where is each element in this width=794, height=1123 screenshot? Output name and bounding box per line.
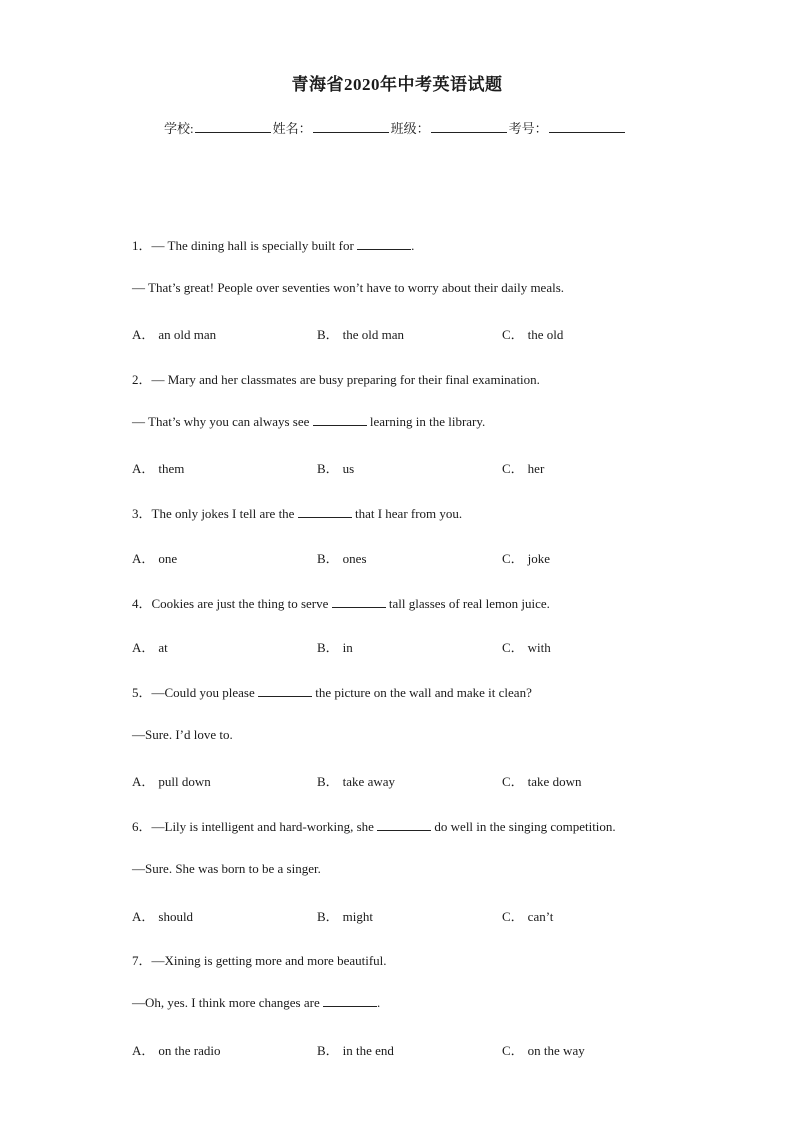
option-letter: A． [132,327,155,342]
option-c [502,906,553,925]
question-5-line-2: —Sure. I’d love to. [132,727,233,742]
option-text: the old [527,327,564,342]
option-b [317,324,404,343]
question-3-options [132,548,692,566]
option-a [132,324,216,343]
option-a [132,1040,220,1059]
option-c [502,771,581,790]
page-title: 青海省2020年中考英语试题 [291,75,503,94]
option-c [502,548,550,567]
answer-blank [332,596,386,608]
question-5-line-1 [132,682,532,701]
number-label: 考号： [508,121,548,136]
question-text-after-blank: . [376,995,381,1010]
option-text: an old man [158,327,217,342]
number-blank [549,120,625,133]
question-text-before-blank: —Oh, yes. I think more changes are [132,995,323,1010]
option-text: at [158,640,168,655]
option-text: can’t [527,909,554,924]
option-b [317,1040,394,1059]
option-b [317,771,395,790]
option-letter: B． [317,909,339,924]
question-6-line-2: —Sure. She was born to be a singer. [132,861,321,876]
option-text: with [527,640,551,655]
option-text: her [527,461,545,476]
question-4-options [132,637,692,655]
option-letter: B． [317,551,339,566]
class-label: 班级： [390,121,430,136]
option-text: in [342,640,353,655]
option-b [317,637,353,656]
answer-blank [298,506,352,518]
option-letter: A． [132,774,155,789]
option-letter: B． [317,640,339,655]
question-text-before-blank: 3．The only jokes I tell are the [132,506,298,521]
option-letter: C． [502,774,524,789]
name-blank [313,120,389,133]
question-text-after-blank: tall glasses of real lemon juice. [385,596,550,611]
question-6-line-1 [132,816,616,835]
question-3-line-1 [132,503,462,522]
option-a [132,548,177,567]
option-text: them [158,461,185,476]
option-letter: C． [502,1043,524,1058]
question-2-options [132,458,692,476]
answer-blank [313,414,367,426]
option-letter: A． [132,1043,155,1058]
option-letter: A． [132,461,155,476]
option-text: should [158,909,194,924]
option-c [502,458,544,477]
question-2-line-1: 2．— Mary and her classmates are busy preparing for their final examination. [132,372,540,387]
question-text-after-blank: learning in the library. [366,414,486,429]
option-text: joke [527,551,551,566]
question-text-after-blank: the picture on the wall and make it clean? [312,685,532,700]
option-c [502,637,551,656]
option-b [317,458,354,477]
option-letter: A． [132,551,155,566]
question-text-after-blank: . [411,238,415,253]
question-4-line-1 [132,593,550,612]
question-text-after-blank: that I hear from you. [351,506,463,521]
class-blank [431,120,507,133]
answer-blank [377,819,431,831]
question-5-options [132,771,692,789]
school-label: 学校: [164,121,194,136]
option-text: might [342,909,374,924]
question-text-before-blank: 5．—Could you please [132,685,259,700]
option-c [502,324,563,343]
question-text-before-blank: 1．— The dining hall is specially built for [132,238,358,253]
option-text: on the way [527,1043,585,1058]
option-b [317,906,373,925]
question-text-before-blank: — That’s why you can always see [132,414,313,429]
option-b [317,548,367,567]
option-a [132,458,184,477]
option-text: take away [342,774,396,789]
option-a [132,906,193,925]
question-1-options [132,324,692,342]
option-a [132,771,211,790]
option-text: the old man [342,327,405,342]
option-letter: B． [317,327,339,342]
option-text: in the end [342,1043,394,1058]
option-letter: C． [502,640,524,655]
option-letter: A． [132,909,155,924]
question-7-options [132,1040,692,1058]
option-text: us [342,461,355,476]
student-info-line [164,118,627,137]
option-c [502,1040,585,1059]
option-letter: A． [132,640,155,655]
option-letter: C． [502,327,524,342]
option-a [132,637,168,656]
question-text-after-blank: do well in the singing competition. [431,819,616,834]
answer-blank [258,685,312,697]
question-1-line-1 [132,235,414,254]
option-text: on the radio [158,1043,221,1058]
name-label: 姓名： [272,121,312,136]
option-letter: C． [502,551,524,566]
question-6-options [132,906,692,924]
question-7-line-2 [132,995,380,1011]
question-2-line-2 [132,414,485,430]
option-text: one [158,551,178,566]
option-letter: B． [317,1043,339,1058]
question-7-line-1: 7．—Xining is getting more and more beautiful. [132,953,387,968]
answer-blank [323,995,377,1007]
option-text: take down [527,774,582,789]
option-letter: C． [502,461,524,476]
option-text: ones [342,551,367,566]
answer-blank [357,238,411,250]
question-1-line-2: — That’s great! People over seventies won’t have to worry about their daily meals. [132,280,565,295]
option-letter: C． [502,909,524,924]
option-text: pull down [158,774,211,789]
option-letter: B． [317,461,339,476]
option-letter: B． [317,774,339,789]
question-text-before-blank: 6．—Lily is intelligent and hard-working, she [132,819,378,834]
school-blank [195,120,271,133]
question-text-before-blank: 4．Cookies are just the thing to serve [132,596,332,611]
